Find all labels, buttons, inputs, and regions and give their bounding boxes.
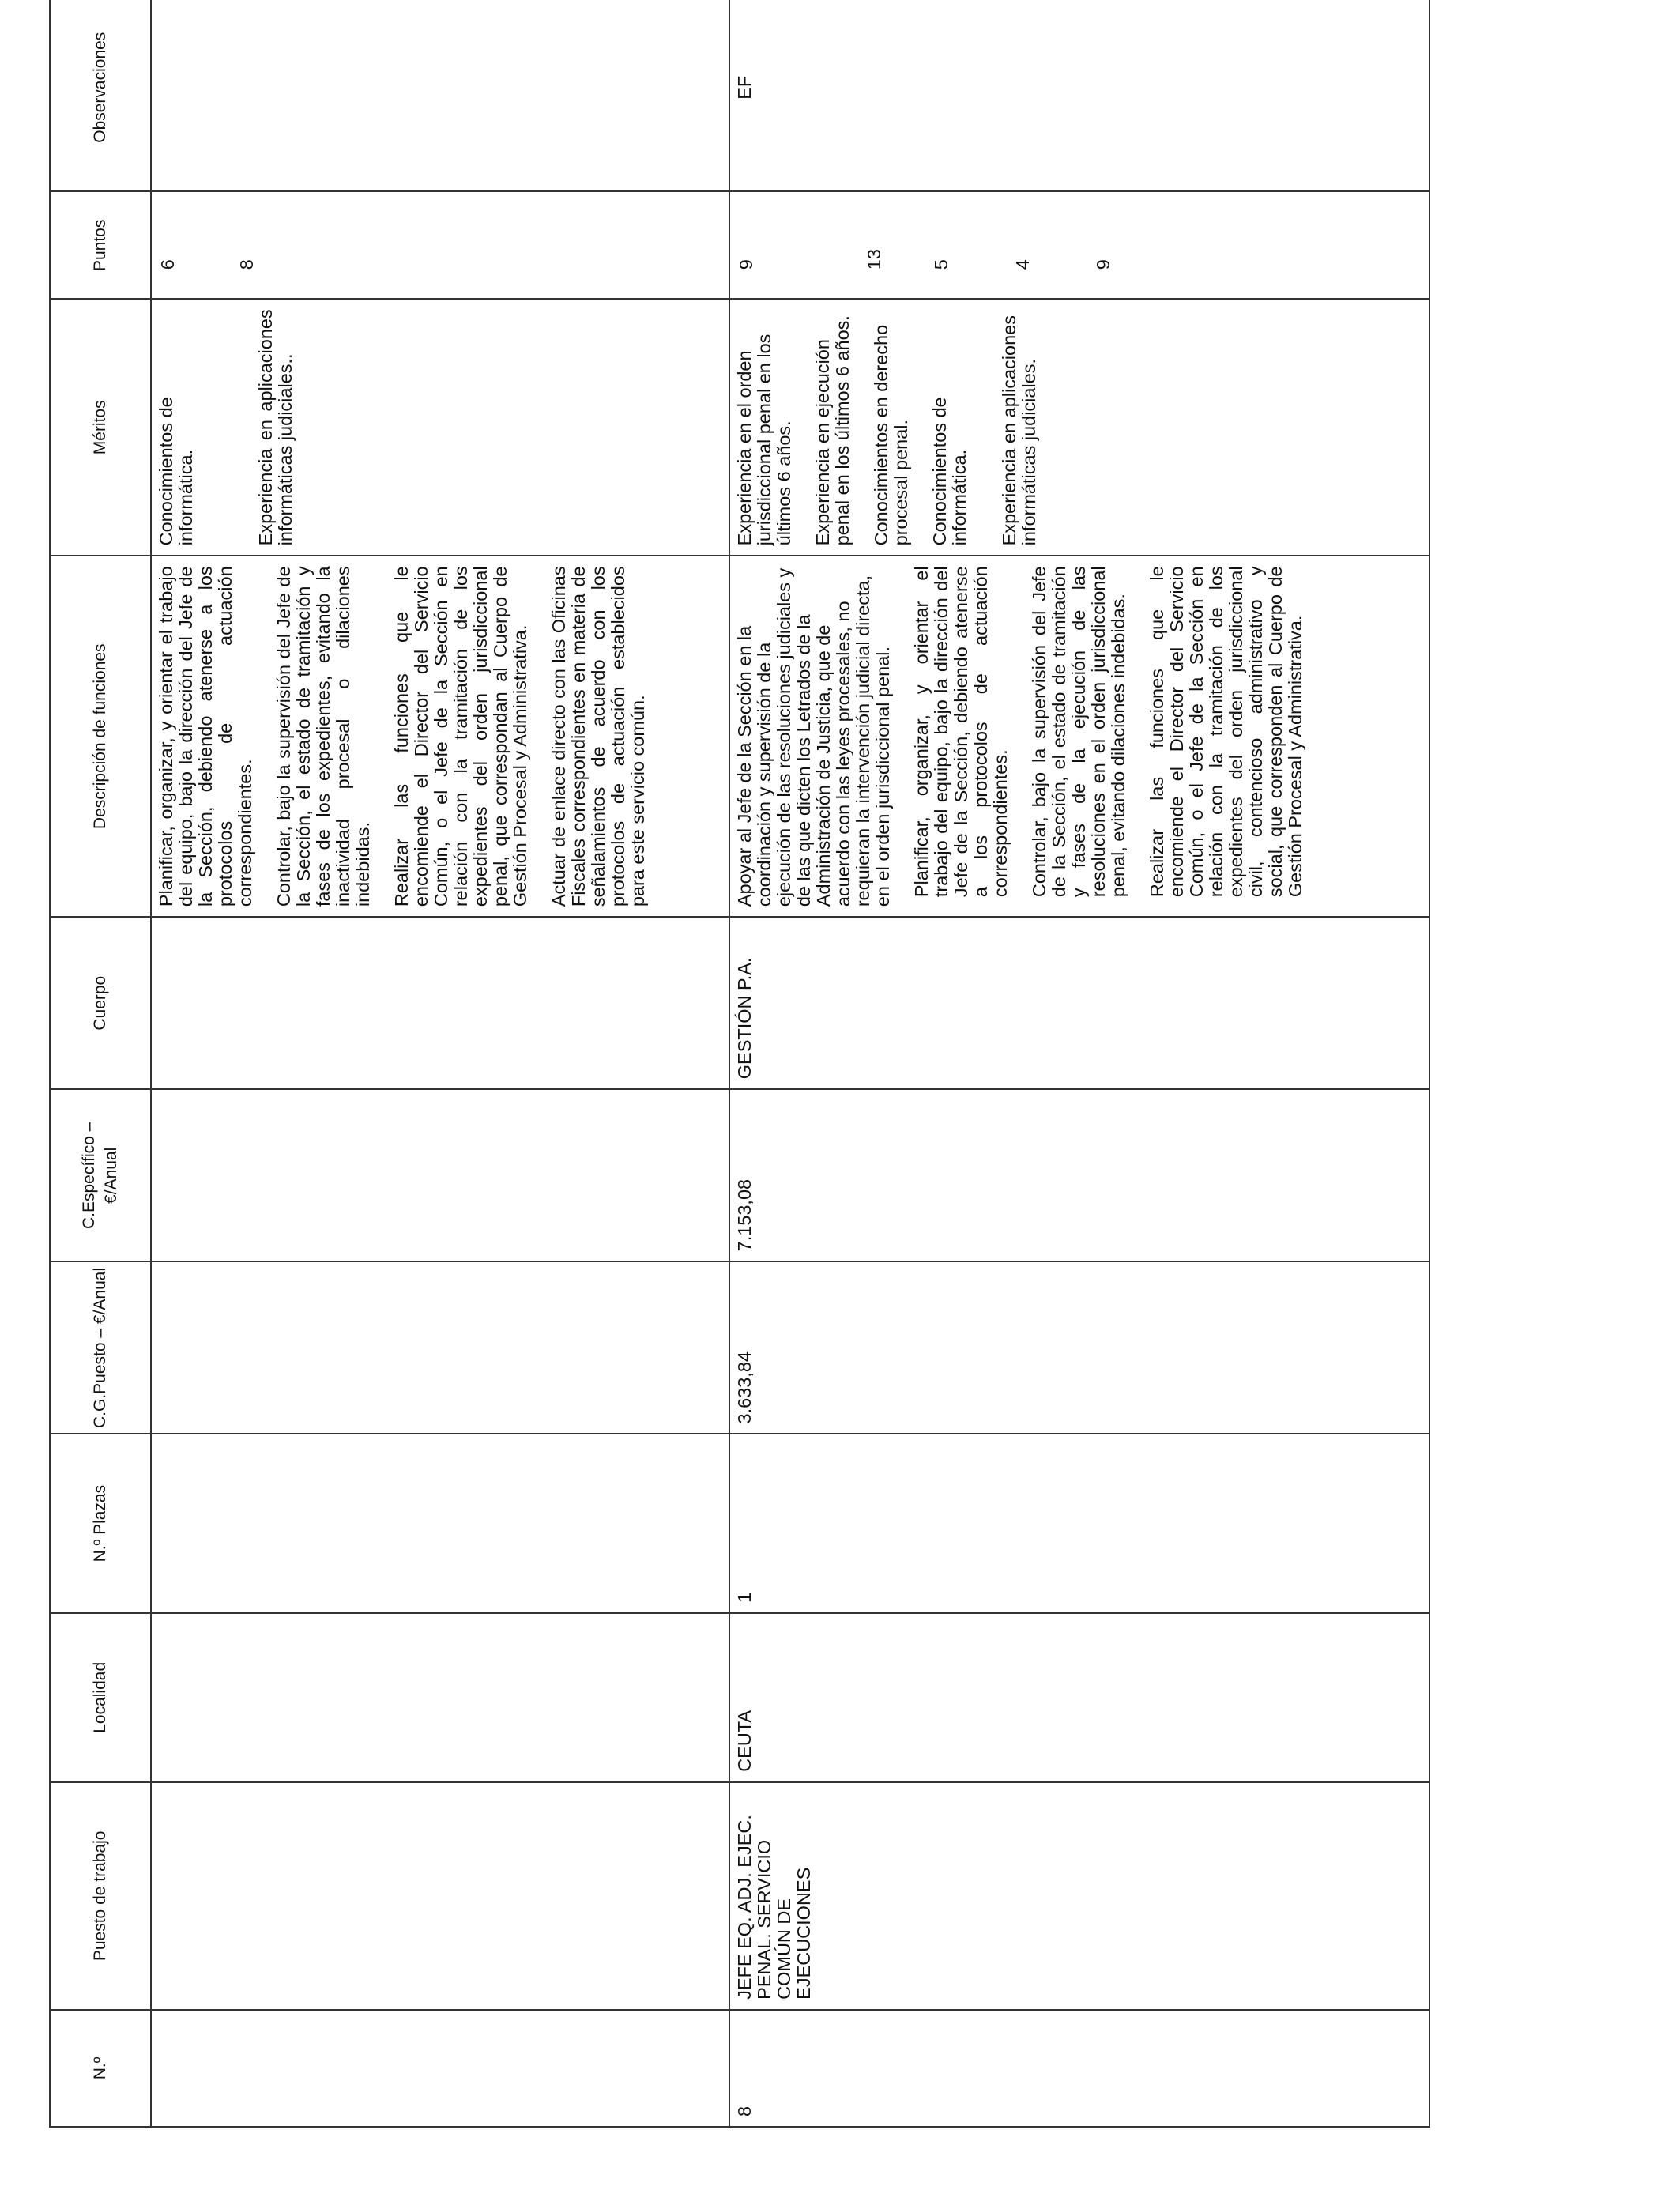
header-cuerpo: Cuerpo [50,917,151,1089]
header-meritos: Méritos [50,299,151,556]
merit-item: Experiencia en el orden jurisdiccional penal en los últimos 6 años. [734,334,794,546]
merit-item: Experiencia en aplicaciones informáticas judiciales. [999,315,1039,546]
points-value: 4 [1012,259,1033,270]
function-item: Planificar, organizar, y orientar el trabajo del equipo, bajo la dirección del Jefe de la Sección, debiendo atenerse a los protocolos de actuación correspondientes. [911,566,1011,898]
table-row [729,0,1430,2127]
cell-num: 8 [729,2010,1430,2127]
header-puntos: Puntos [50,191,151,299]
function-item: Controlar, bajo la supervisión del Jefe de la Sección, el estado de tramitación y fases de la ejecución de las resoluciones en el orden jurisdiccional penal, evitando dilaciones indebidas. [1029,566,1128,898]
header-localidad: Localidad [50,1613,151,1782]
cell-descripcion [729,556,1430,917]
header-observaciones: Observaciones [50,0,151,191]
cell-localidad: CEUTA [729,1613,1430,1782]
cell-meritos [729,299,1430,556]
function-item: Actuar de enlace directo con las Oficinas Fiscales correspondientes en materia de señalamientos de acuerdo con los protocolos de actuación establecidos para este servicio común. [548,566,648,907]
cell-cgpuesto: 3.633,84 [729,1261,1430,1434]
cell-descripcion [151,556,729,917]
cell-localidad [151,1613,729,1782]
header-cgpuesto: C.G.Puesto – €/Anual [50,1261,151,1434]
table-row [151,0,729,2127]
points-value: 6 [157,259,178,270]
points-value: 9 [736,259,756,270]
points-value: 5 [931,259,951,270]
function-item: Planificar, organizar, y orientar el trabajo del equipo, bajo la dirección del Jefe de la Sección, debiendo atenerse a los protocolos de actuación correspondientes. [156,566,255,907]
cell-meritos [151,299,729,556]
cell-observaciones: EF [729,0,1430,191]
points-value: 8 [236,259,257,270]
merit-item: Experiencia en ejecución penal en los últimos 6 años. [812,315,853,546]
cell-cespecifico: 7.153,08 [729,1089,1430,1261]
cell-puntos [729,191,1430,299]
cell-plazas [151,1434,729,1612]
header-cespecifico: C.Específico – €/Anual [50,1089,151,1261]
header-num: N.º [50,2010,151,2127]
cell-cespecifico [151,1089,729,1261]
function-item: Apoyar al Jefe de la Sección en la coordinación y supervisión de la ejecución de las resoluciones judiciales y de las que dicten los Letrados de la Administración de Justicia, que de acuerdo con las leyes procesales, no requieran la intervención judicial directa, en el orden jurisdiccional penal. [734,567,893,907]
function-item: Controlar, bajo la supervisión del Jefe de la Sección, el estado de tramitación y fases de los expedientes, evitando la inactividad procesal o dilaciones indebidas. [273,566,373,907]
merit-item: Conocimientos en derecho procesal penal. [871,324,911,546]
points-value: 13 [864,249,884,270]
cell-cgpuesto [151,1261,729,1434]
positions-table [49,0,1430,2128]
points-value: 9 [1093,259,1113,270]
merit-item: Experiencia en aplicaciones informáticas judiciales.. [255,309,296,546]
cell-cuerpo: GESTIÓN P.A. [729,917,1430,1089]
header-plazas: N.º Plazas [50,1434,151,1612]
cell-puesto: JEFE EQ. ADJ. EJEC. PENAL. SERVICIO COMÚN DE EJECUCIONES [729,1782,1430,2010]
cell-plazas: 1 [729,1434,1430,1612]
header-puesto: Puesto de trabajo [50,1782,151,2010]
cell-observaciones [151,0,729,191]
merit-item: Conocimientos de informática. [156,397,196,546]
cell-puntos [151,191,729,299]
function-item: Realizar las funciones que le encomiende el Director del Servicio Común, o el Jefe de la Sección en relación con la tramitación de los expedientes del orden jurisdiccional penal, que correspondan al Cuerpo de Gestión Procesal y Administrativa. [391,566,530,907]
merit-item: Conocimientos de informática. [929,397,970,546]
cell-puesto [151,1782,729,2010]
header-row [50,0,151,2127]
function-item: Realizar las funciones que le encomiende el Director del Servicio Común, o el Jefe de la Sección en relación con la tramitación de los expedientes del orden jurisdiccional civil, contencioso administrativo y social, que corresponden al Cuerpo de Gestión Procesal y Administrativa. [1147,566,1305,898]
cell-cuerpo [151,917,729,1089]
cell-num [151,2010,729,2127]
header-descripcion: Descripción de funciones [50,556,151,917]
